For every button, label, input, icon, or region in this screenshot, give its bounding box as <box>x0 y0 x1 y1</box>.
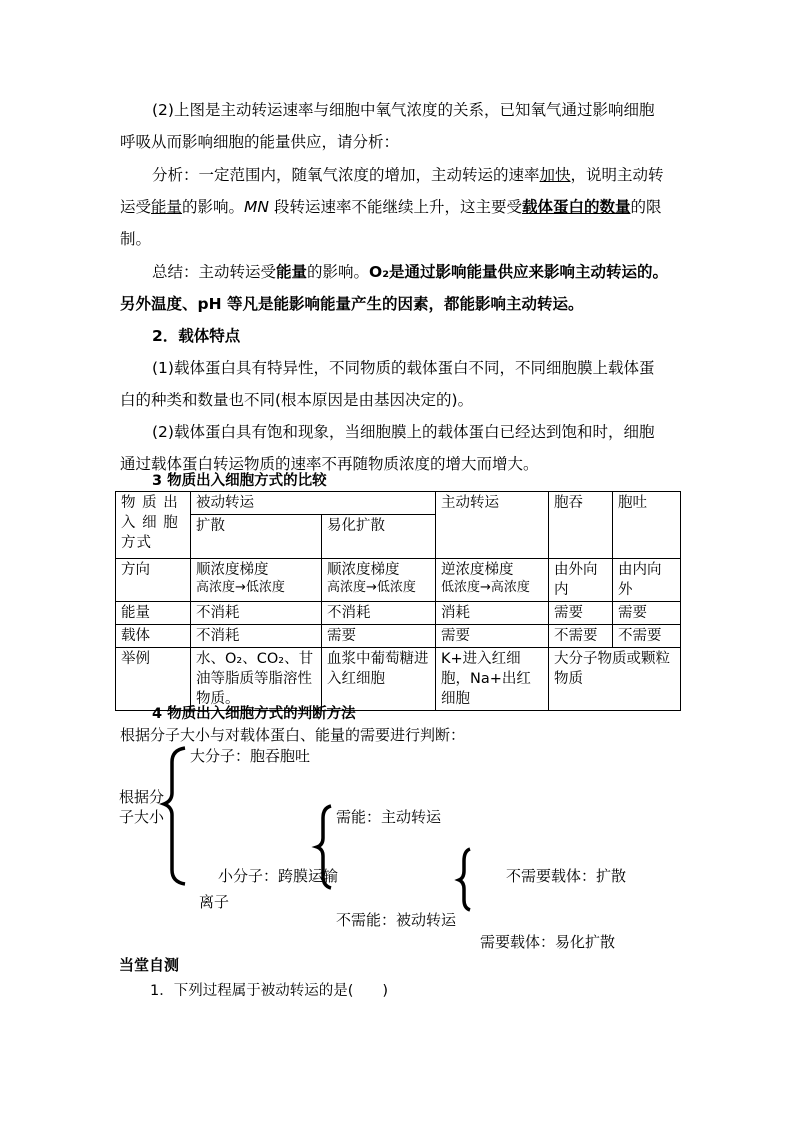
section-2-item2-line2: 通过载体蛋白转运物质的速率不再随物质浓度的增大而增大。 <box>120 455 539 473</box>
tree-no-carrier: 不需要载体：扩散 <box>506 867 627 885</box>
answer-blank: 载体蛋白的数量 <box>521 198 631 216</box>
segment-label: MN <box>244 198 270 216</box>
answer-blank: 加快 <box>539 166 571 184</box>
tree-need-energy: 需能：主动转运 <box>336 808 442 826</box>
header-diffusion: 扩散 <box>191 515 322 559</box>
table-cell: 不需要 <box>549 625 613 648</box>
summary-line2: 另外温度、pH 等凡是能影响能量产生的因素，都能影响主动转运。 <box>120 295 584 313</box>
table-cell: 不消耗 <box>322 602 436 625</box>
section-2-item1-line1: (1)载体蛋白具有特异性，不同物质的载体蛋白不同，不同细胞膜上载体蛋 <box>152 359 655 377</box>
tree-ion: 离子 <box>199 893 230 911</box>
header-active-transport: 主动转运 <box>436 492 549 559</box>
section-2-heading: 2．载体特点 <box>152 327 241 345</box>
paragraph-2-line2: 呼吸从而影响细胞的能量供应，请分析： <box>120 133 400 151</box>
header-passive-transport: 被动转运 <box>191 492 436 515</box>
cell-line: 顺浓度梯度 <box>327 562 400 578</box>
analysis-text: 分析：一定范围内，随氧气浓度的增加，主动转运的速率 <box>152 166 540 184</box>
tree-small-molecule: 小分子：跨膜运输 <box>218 867 339 885</box>
table-cell: 不消耗 <box>191 602 322 625</box>
analysis-text: 段转运速率不能继续上升，这主要受 <box>269 198 522 216</box>
table-cell: 消耗 <box>436 602 549 625</box>
table-cell: 由外向内 <box>549 559 613 602</box>
tree-root-line1: 根据分 <box>119 788 165 806</box>
cell-line: 逆浓度梯度 <box>441 562 514 578</box>
summary-bold: O₂是通过影响能量供应来影响主动转运的。 <box>369 263 669 281</box>
table-cell: 需要 <box>549 602 613 625</box>
brace-small <box>459 849 470 910</box>
section-3-heading: 3 物质出入细胞方式的比较 <box>152 473 327 489</box>
section-2-item1-line2: 白的种类和数量也不同(根本原因是由基因决定的)。 <box>120 391 474 409</box>
section-4-intro: 根据分子大小与对载体蛋白、能量的需要进行判断： <box>120 726 466 744</box>
tree-large-molecule: 大分子：胞吞胞吐 <box>190 747 311 765</box>
header-endocytosis: 胞吞 <box>549 492 613 559</box>
table-cell: 需要 <box>613 602 681 625</box>
tree-root-line2: 子大小 <box>119 808 165 826</box>
table-cell: 血浆中葡萄糖进入红细胞 <box>322 648 436 711</box>
header-facilitated-diffusion: 易化扩散 <box>322 515 436 559</box>
tree-need-carrier: 需要载体：易化扩散 <box>480 933 616 951</box>
tree-no-energy: 不需能：被动转运 <box>336 911 457 929</box>
analysis-text: 运受 <box>120 198 152 216</box>
section-2-item2-line1: (2)载体蛋白具有饱和现象，当细胞膜上的载体蛋白已经达到饱和时，细胞 <box>152 423 655 441</box>
row-label: 能量 <box>116 602 191 625</box>
answer-blank: 能量 <box>151 198 183 216</box>
table-cell: 大分子物质或颗粒物质 <box>549 648 681 711</box>
table-cell: 需要 <box>322 625 436 648</box>
table-cell: 由内向外 <box>613 559 681 602</box>
analysis-text: 的影响。 <box>182 198 245 216</box>
analysis-text: 的限 <box>630 198 662 216</box>
row-label: 举例 <box>116 648 191 711</box>
row-label: 载体 <box>116 625 191 648</box>
analysis-text: ，说明主动转 <box>570 166 664 184</box>
summary-text: 的影响。 <box>307 263 370 281</box>
table-corner-cell: 物 质 出 入 细 胞 方式 <box>116 492 191 559</box>
cell-subline: 低浓度→高浓度 <box>441 580 530 595</box>
summary-bold: 能量 <box>276 263 308 281</box>
cell-line: 顺浓度梯度 <box>196 562 269 578</box>
table-cell: 水、O₂、CO₂、甘油等脂质等脂溶性物质。 <box>191 648 322 711</box>
table-cell: K+进入红细胞，Na+出红细胞 <box>436 648 549 711</box>
header-exocytosis: 胞吐 <box>613 492 681 559</box>
summary-text: 总结：主动转运受 <box>152 263 277 281</box>
quiz-heading: 当堂自测 <box>119 956 180 974</box>
cell-subline: 高浓度→低浓度 <box>196 580 285 595</box>
quiz-question-1: 1．下列过程属于被动转运的是( ) <box>150 983 389 999</box>
analysis-line3: 制。 <box>120 230 152 248</box>
paragraph-2-line1: (2)上图是主动转运速率与细胞中氧气浓度的关系，已知氧气通过影响细胞 <box>152 101 655 119</box>
brace-large <box>164 748 185 884</box>
section-4-heading: 4 物质出入细胞方式的判断方法 <box>152 706 356 722</box>
row-label: 方向 <box>116 559 191 602</box>
table-cell: 不消耗 <box>191 625 322 648</box>
table-cell: 需要 <box>436 625 549 648</box>
cell-subline: 高浓度→低浓度 <box>327 580 416 595</box>
table-cell: 不需要 <box>613 625 681 648</box>
